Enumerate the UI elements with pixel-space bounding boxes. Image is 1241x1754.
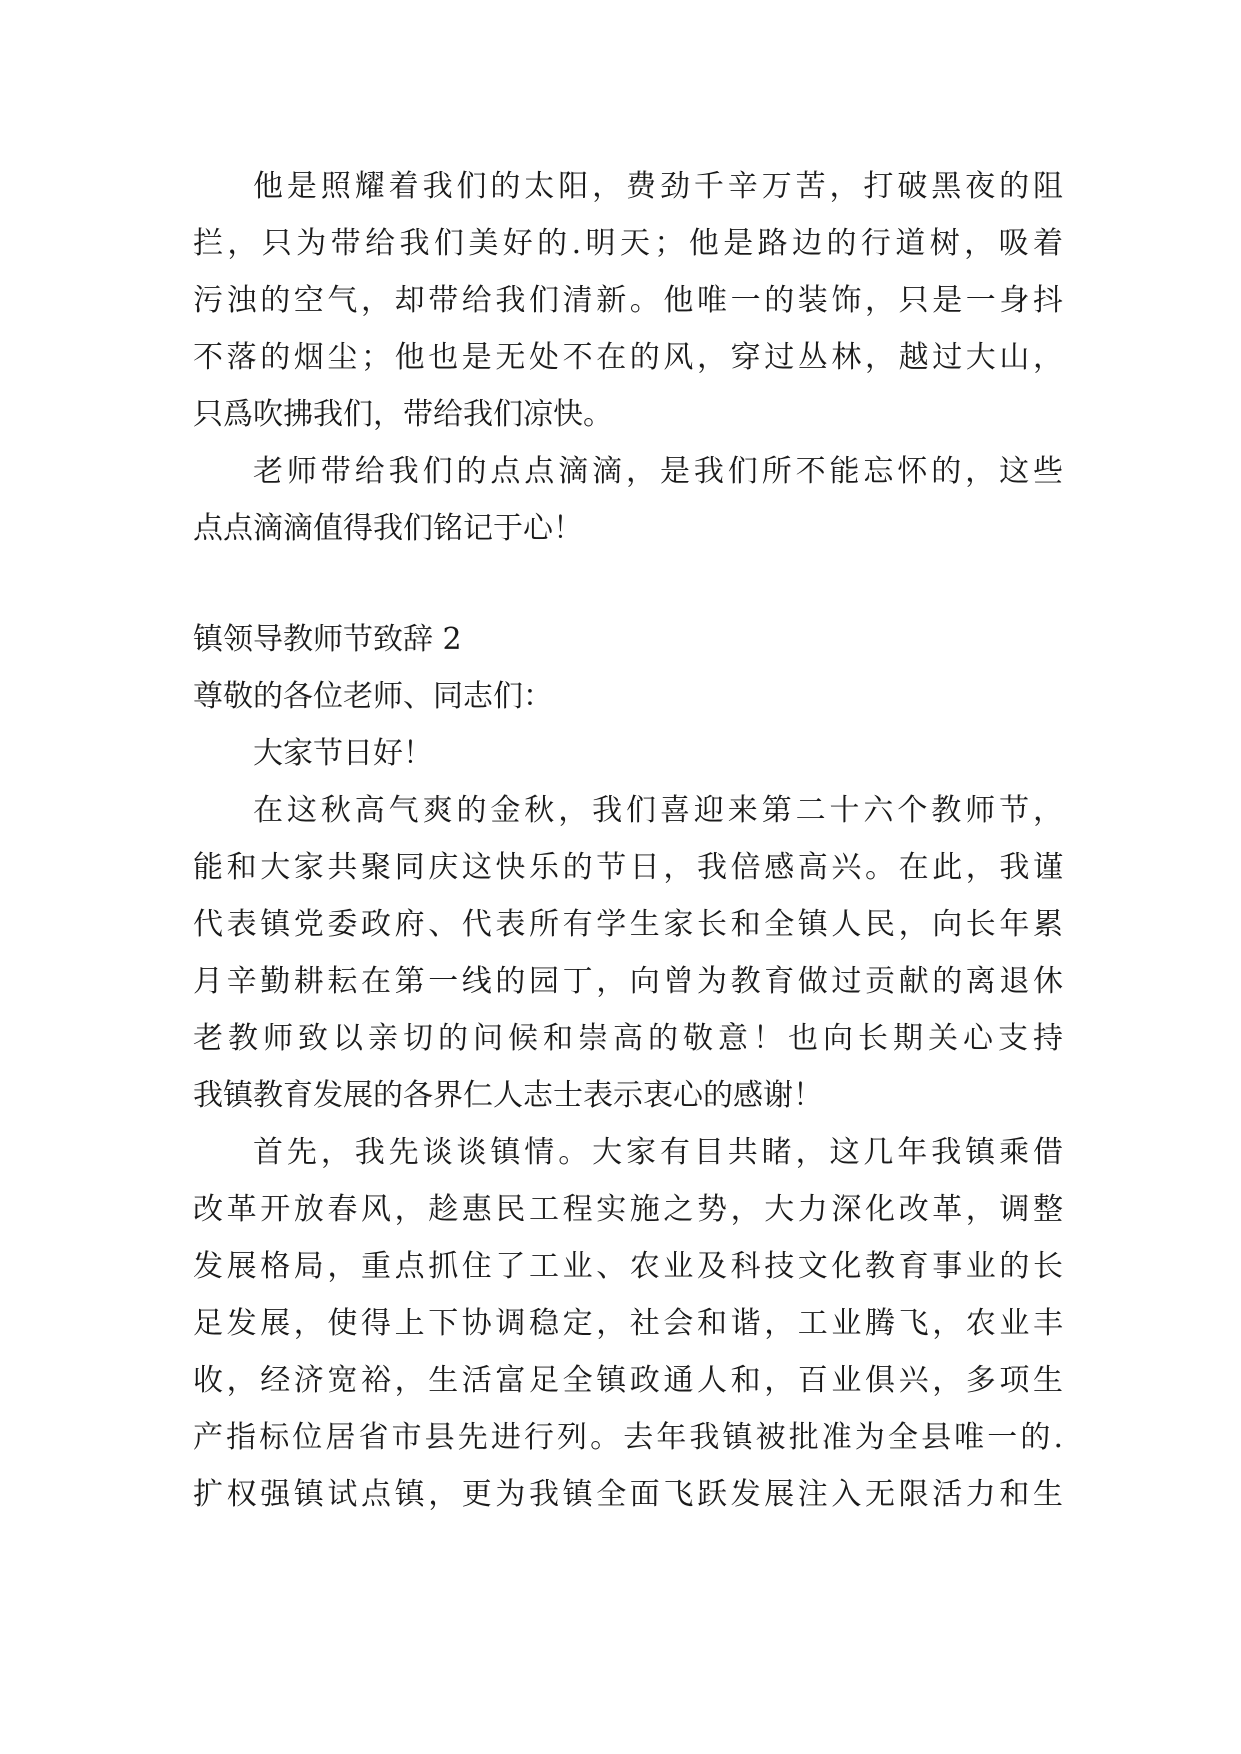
paragraph-line: 老师带给我们的点点滴滴，是我们所不能忘怀的，这些 [253, 454, 1063, 489]
document-body [193, 158, 1063, 1523]
paragraph-line: 点点滴滴值得我们铭记于心！ [193, 511, 583, 546]
paragraph-line: 污浊的空气，却带给我们清新。他唯一的装饰，只是一身抖 [193, 283, 1063, 318]
paragraph-line: 代表镇党委政府、代表所有学生家长和全镇人民，向长年累 [193, 907, 1063, 942]
section-title: 镇领导教师节致辞 2 [193, 622, 462, 657]
paragraph-line: 产指标位居省市县先进行列。去年我镇被批准为全县唯一的. [193, 1420, 1063, 1455]
paragraph-line: 在这秋高气爽的金秋，我们喜迎来第二十六个教师节， [253, 793, 1063, 828]
salutation: 尊敬的各位老师、同志们： [193, 679, 553, 714]
paragraph-line: 能和大家共聚同庆这快乐的节日，我倍感高兴。在此，我谨 [193, 850, 1063, 885]
paragraph-line: 发展格局，重点抓住了工业、农业及科技文化教育事业的长 [193, 1249, 1063, 1284]
paragraph-line: 拦，只为带给我们美好的.明天；他是路边的行道树，吸着 [193, 226, 1063, 261]
paragraph-line: 首先，我先谈谈镇情。大家有目共睹，这几年我镇乘借 [253, 1135, 1063, 1170]
paragraph-line: 他是照耀着我们的太阳，费劲千辛万苦，打破黑夜的阻 [253, 169, 1063, 204]
paragraph-line: 足发展，使得上下协调稳定，社会和谐，工业腾飞，农业丰 [193, 1306, 1063, 1341]
paragraph-line: 只爲吹拂我们，带给我们凉快。 [193, 397, 613, 432]
paragraph-line: 不落的烟尘；他也是无处不在的风，穿过丛林，越过大山， [193, 340, 1063, 375]
paragraph-line: 收，经济宽裕，生活富足全镇政通人和，百业俱兴，多项生 [193, 1363, 1063, 1398]
paragraph-line: 老教师致以亲切的问候和崇高的敬意！也向长期关心支持 [193, 1021, 1063, 1056]
greeting: 大家节日好！ [253, 736, 433, 771]
paragraph-line: 扩权强镇试点镇，更为我镇全面飞跃发展注入无限活力和生 [193, 1477, 1063, 1512]
paragraph-line: 月辛勤耕耘在第一线的园丁，向曾为教育做过贡献的离退休 [193, 964, 1063, 999]
paragraph-line: 我镇教育发展的各界仁人志士表示衷心的感谢！ [193, 1078, 823, 1113]
paragraph-line: 改革开放春风，趁惠民工程实施之势，大力深化改革，调整 [193, 1192, 1063, 1227]
